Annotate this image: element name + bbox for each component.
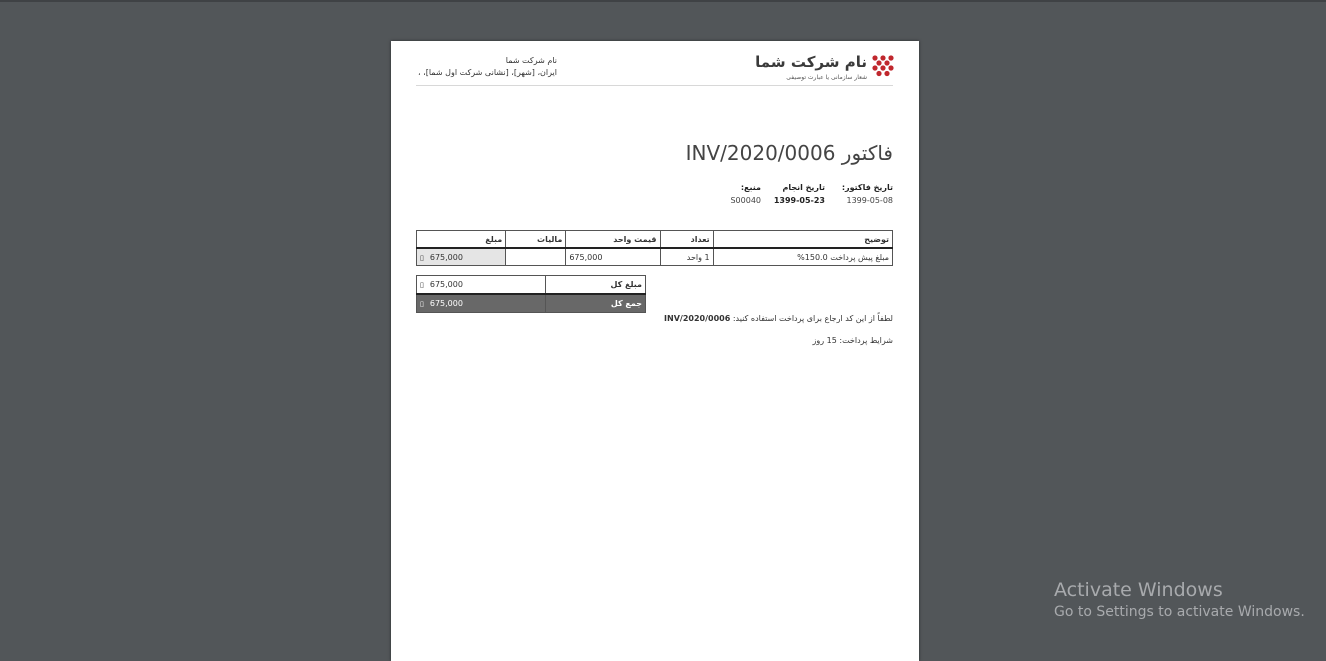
logo-title: نام شرکت شما <box>755 53 867 71</box>
invoice-page <box>391 41 919 661</box>
grand-total-value-cell <box>417 294 546 313</box>
subtotal-label: مبلغ کل <box>546 276 646 295</box>
invoice-date-label: تاریخ فاکتور: <box>841 183 893 192</box>
grand-total-value: 675,000 <box>429 299 463 308</box>
col-amount: مبلغ <box>417 231 506 249</box>
invoice-lines-table <box>416 230 893 266</box>
table-header-row <box>417 231 893 249</box>
payment-reference <box>664 314 893 323</box>
subtotal-value-cell <box>417 276 546 295</box>
due-date-label: تاریخ انجام <box>782 183 825 192</box>
currency-icon: ▯ <box>420 253 424 262</box>
col-description: توضیح <box>713 231 892 249</box>
currency-icon: ▯ <box>420 281 424 289</box>
col-quantity: تعداد <box>660 231 713 249</box>
grand-total-row <box>417 294 646 313</box>
line-amount: 675,000 <box>429 252 463 262</box>
source-value: S00040 <box>730 196 761 205</box>
grand-total-label: جمع کل <box>546 294 646 313</box>
line-quantity: 1 واحد <box>660 248 713 266</box>
payment-reference-text: لطفاً از این کد ارجاع برای پرداخت استفاده کنید: <box>732 314 893 323</box>
subtotal-value: 675,000 <box>429 280 463 289</box>
due-date-value: 1399-05-23 <box>773 196 825 205</box>
line-description: مبلغ پیش پرداخت 150.0% <box>713 248 892 266</box>
logo-dots-icon <box>872 55 894 77</box>
invoice-date-value: 1399-05-08 <box>846 196 893 205</box>
currency-icon: ▯ <box>420 300 424 308</box>
company-logo <box>755 52 894 82</box>
payment-terms: شرایط پرداخت: 15 روز <box>812 336 893 345</box>
company-name: نام شرکت شما <box>505 56 557 65</box>
invoice-title: فاکتور INV/2020/0006 <box>685 141 893 165</box>
totals-table <box>416 275 646 313</box>
source-label: منبع: <box>740 183 761 192</box>
header-divider <box>416 85 893 86</box>
subtotal-row <box>417 276 646 295</box>
line-taxes <box>506 248 566 266</box>
col-unit-price: قیمت واحد <box>566 231 660 249</box>
line-unit-price: 675,000 <box>566 248 660 266</box>
activation-watermark-subtitle: Go to Settings to activate Windows. <box>1054 604 1305 620</box>
payment-reference-code: INV/2020/0006 <box>664 314 731 323</box>
col-taxes: مالیات <box>506 231 566 249</box>
viewer-top-border <box>0 0 1326 2</box>
line-amount-cell <box>417 248 506 266</box>
table-row <box>417 248 893 266</box>
activation-watermark-title: Activate Windows <box>1054 579 1223 601</box>
logo-tagline: شعار سازمانی یا عبارت توصیفی <box>786 74 867 81</box>
company-address: ایران، [شهر]، [نشانی شرکت اول شما]، ، <box>418 68 557 77</box>
